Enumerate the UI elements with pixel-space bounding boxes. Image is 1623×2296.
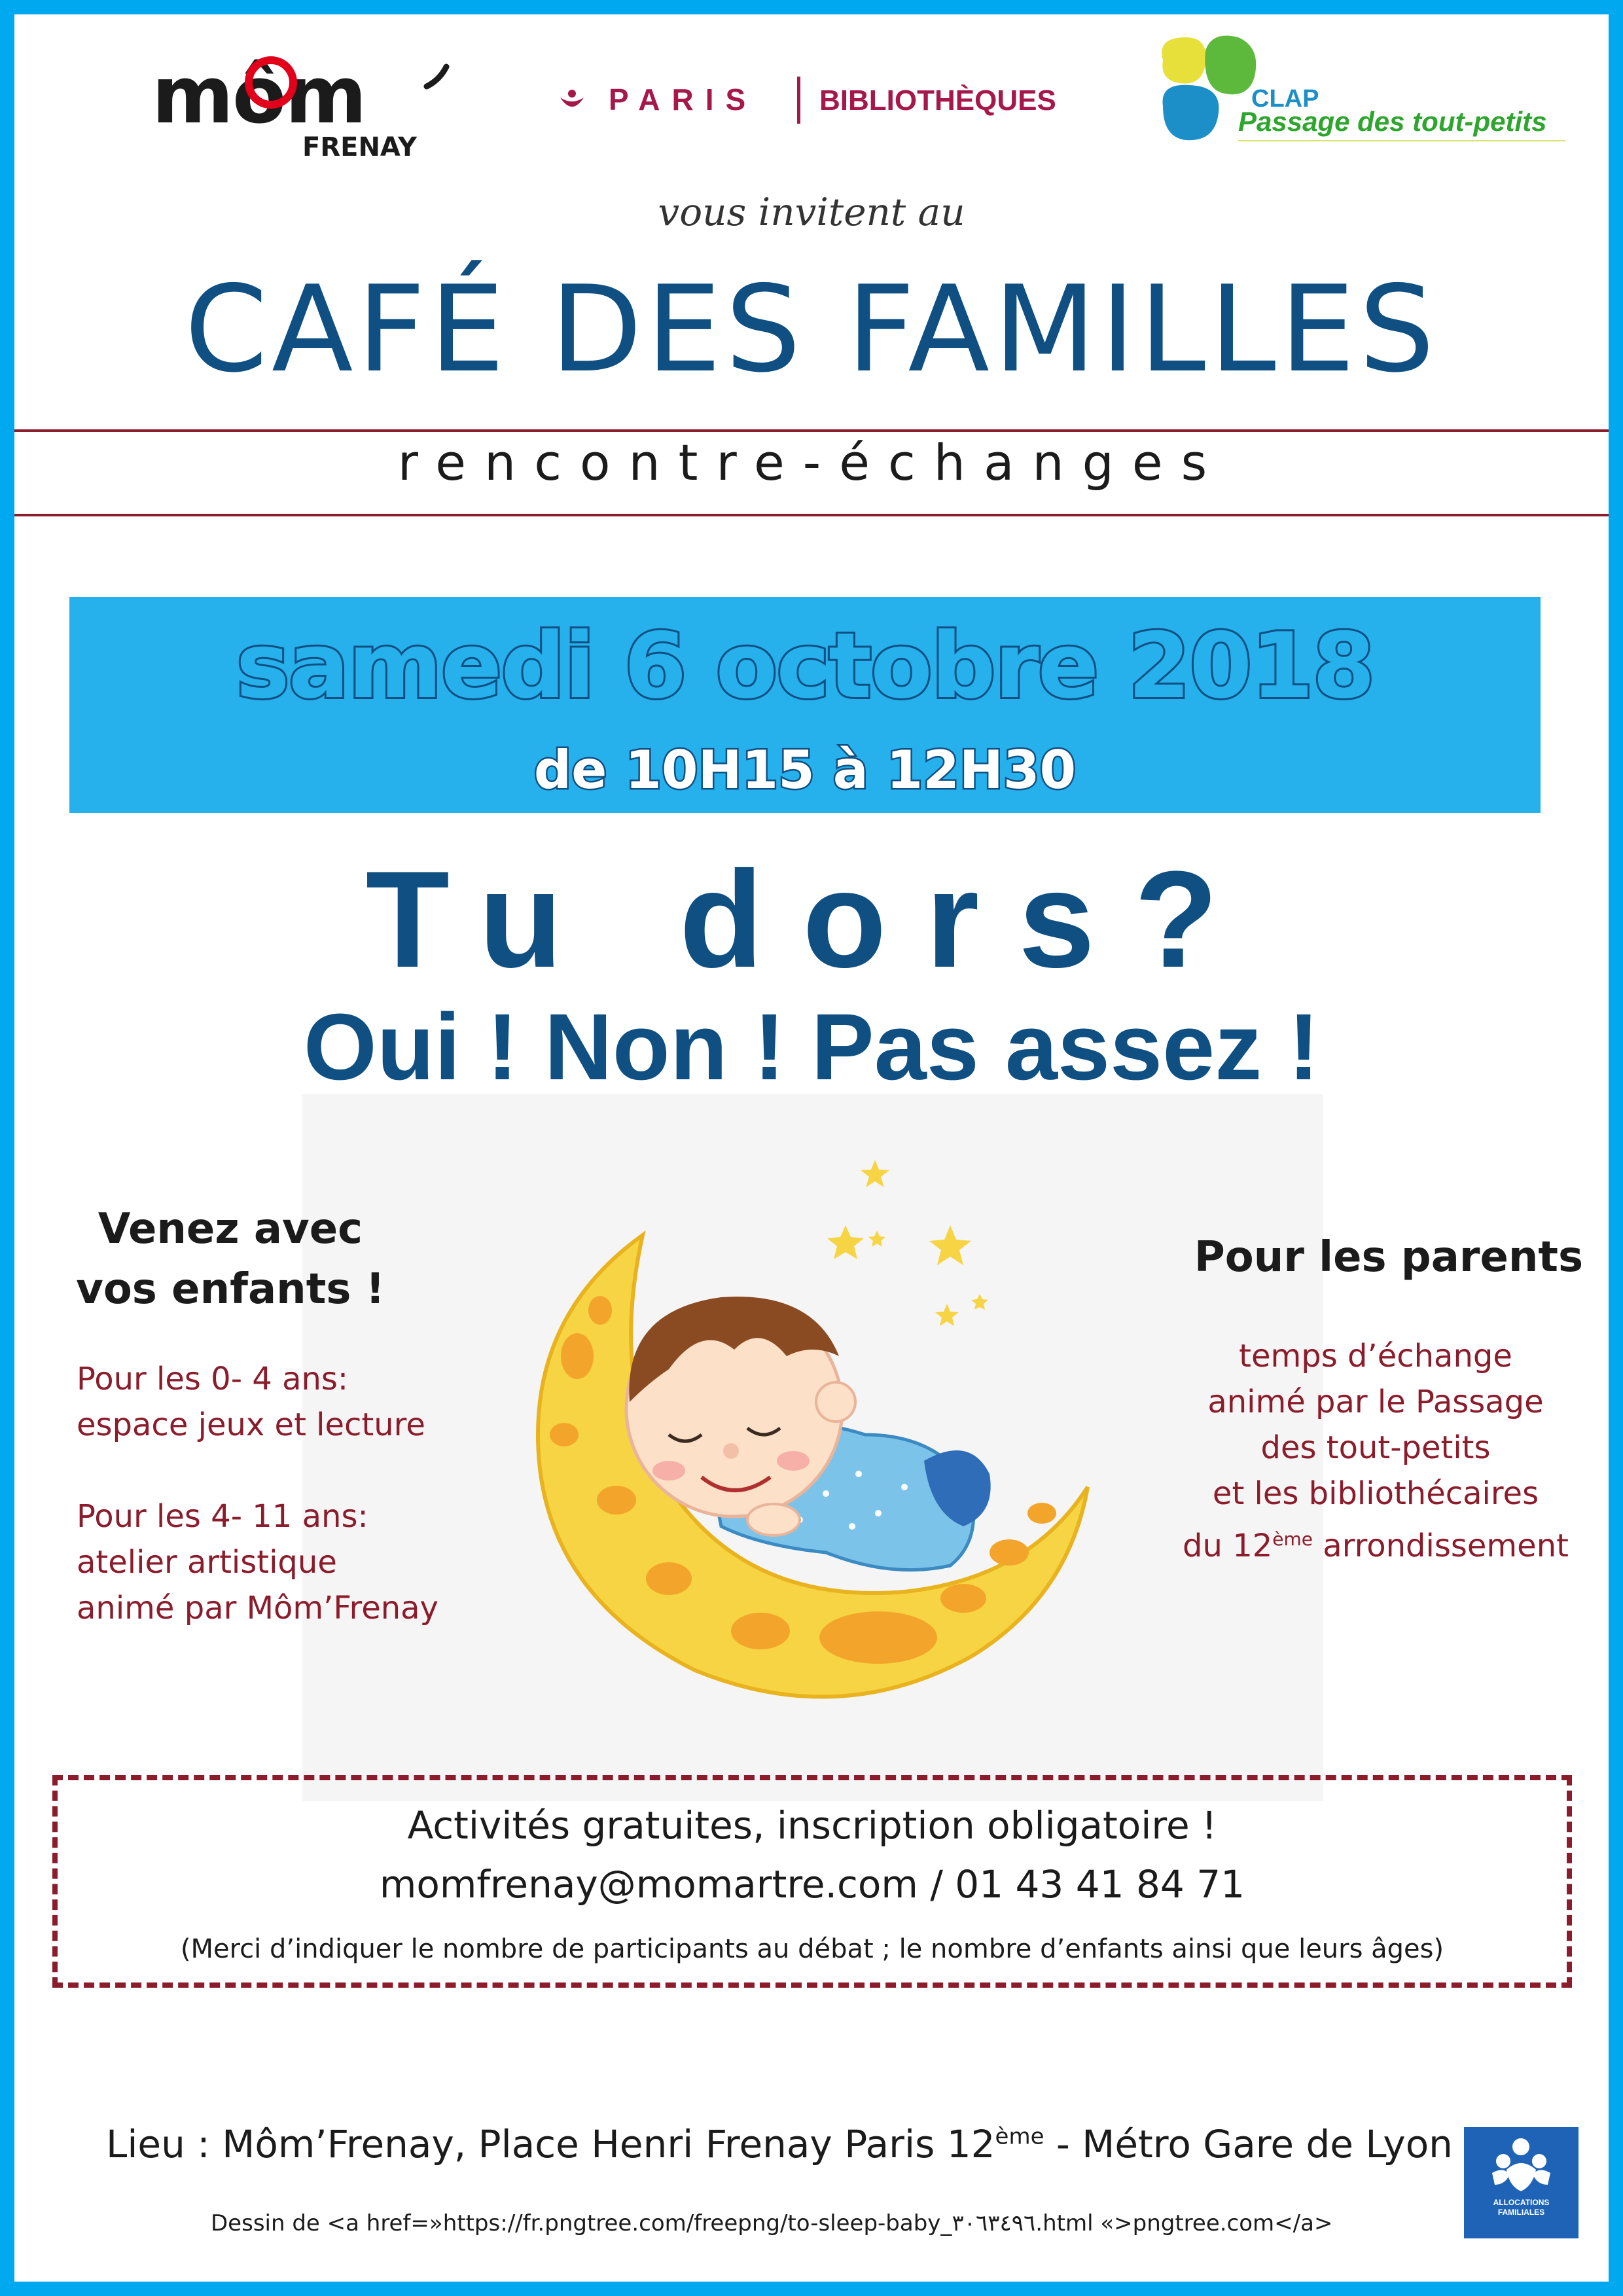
registration-notice: Activités gratuites, inscription obligatoire ! [407, 1803, 1217, 1848]
paris-logo-text: PARIS [609, 82, 758, 117]
children-group2-age: Pour les 4- 11 ans: [77, 1498, 368, 1535]
children-activities [77, 1356, 438, 1631]
children-heading [60, 1199, 401, 1319]
mom-frenay-logo [152, 50, 466, 175]
mom-logo-ring-icon [244, 56, 298, 109]
mom-logo-accent-icon [420, 63, 453, 90]
venue-line [106, 2122, 1453, 2166]
children-heading-line1: Venez avec [98, 1205, 363, 1253]
event-date: samedi 6 octobre 2018 [236, 613, 1374, 719]
parents-line-5-sup: ème [1272, 1528, 1313, 1550]
contact-details[interactable]: momfrenay@momartre.com / 01 43 41 84 71 [379, 1862, 1245, 1907]
children-group1-age: Pour les 0- 4 ans: [77, 1361, 349, 1397]
children-group2-activity: atelier artistique [77, 1544, 337, 1581]
paris-logo-divider [797, 77, 800, 124]
parents-line-2: animé par le Passage [1207, 1384, 1544, 1420]
title-rule-bottom [14, 514, 1609, 516]
parents-line-4: et les bibliothécaires [1212, 1475, 1539, 1512]
caf-logo-line2: FAMILIALES [1497, 2208, 1545, 2217]
caf-logo [1464, 2127, 1578, 2238]
parents-heading: Pour les parents [1194, 1233, 1584, 1282]
children-spacer [77, 1448, 438, 1494]
caf-family-icon [1487, 2134, 1556, 2196]
children-group1-activity: espace jeux et lecture [77, 1407, 425, 1443]
title-rule-top [14, 429, 1609, 432]
children-group2-host: animé par Môm’Frenay [77, 1590, 438, 1626]
flyer-page [14, 14, 1609, 2282]
parents-line-1: temps d’échange [1239, 1338, 1512, 1374]
caf-logo-text [1464, 2198, 1578, 2217]
venue-sup: ème [995, 2123, 1044, 2150]
clap-logo-text: CLAP [1251, 85, 1319, 113]
parents-description [1153, 1333, 1598, 1569]
event-time: de 10H15 à 12H30 [533, 740, 1077, 800]
parents-line-5-suffix: arrondissement [1313, 1528, 1569, 1564]
mom-logo-word: môm [152, 50, 366, 141]
registration-box [52, 1775, 1572, 1988]
theme-question: Tu dors? [365, 842, 1258, 996]
registration-note: (Merci d’indiquer le nombre de participants au débat ; le nombre d’enfants ainsi que leurs âges) [180, 1934, 1444, 1964]
clap-logo [1150, 27, 1569, 152]
page-title: CAFÉ DES FAMILLES [184, 260, 1439, 399]
date-banner [69, 597, 1541, 813]
stars-icon [827, 1160, 988, 1326]
paris-bibliotheques-logo [558, 77, 1081, 129]
caf-logo-line1: ALLOCATIONS [1493, 2198, 1550, 2207]
parents-line-5 [1153, 1516, 1598, 1569]
theme-answers: Oui ! Non ! Pas assez ! [303, 994, 1320, 1100]
mom-logo-frenay: FRENAY [302, 132, 418, 162]
illustration-credit: Dessin de <a href=»https://fr.pngtree.com/freepng/to-sleep-baby_٣٠٦٣٤٩٦.html «>pngtree.com</a> [211, 2210, 1333, 2236]
venue-prefix: Lieu : Môm’Frenay, Place Henri Frenay Paris 12 [106, 2122, 995, 2166]
page-subtitle: rencontre-échanges [397, 433, 1226, 492]
venue-suffix: - Métro Gare de Lyon [1044, 2122, 1453, 2166]
parents-line-5-prefix: du 12 [1183, 1528, 1273, 1564]
clap-logo-subtitle: Passage des tout-petits [1238, 106, 1547, 137]
children-heading-line2: vos enfants ! [76, 1265, 385, 1314]
invite-text: vous invitent au [658, 190, 965, 234]
clap-logo-underline [1238, 140, 1565, 141]
parents-line-3: des tout-petits [1260, 1429, 1491, 1466]
bibliotheques-logo-text: BIBLIOTHÈQUES [819, 84, 1056, 117]
paris-ship-icon [558, 86, 586, 115]
